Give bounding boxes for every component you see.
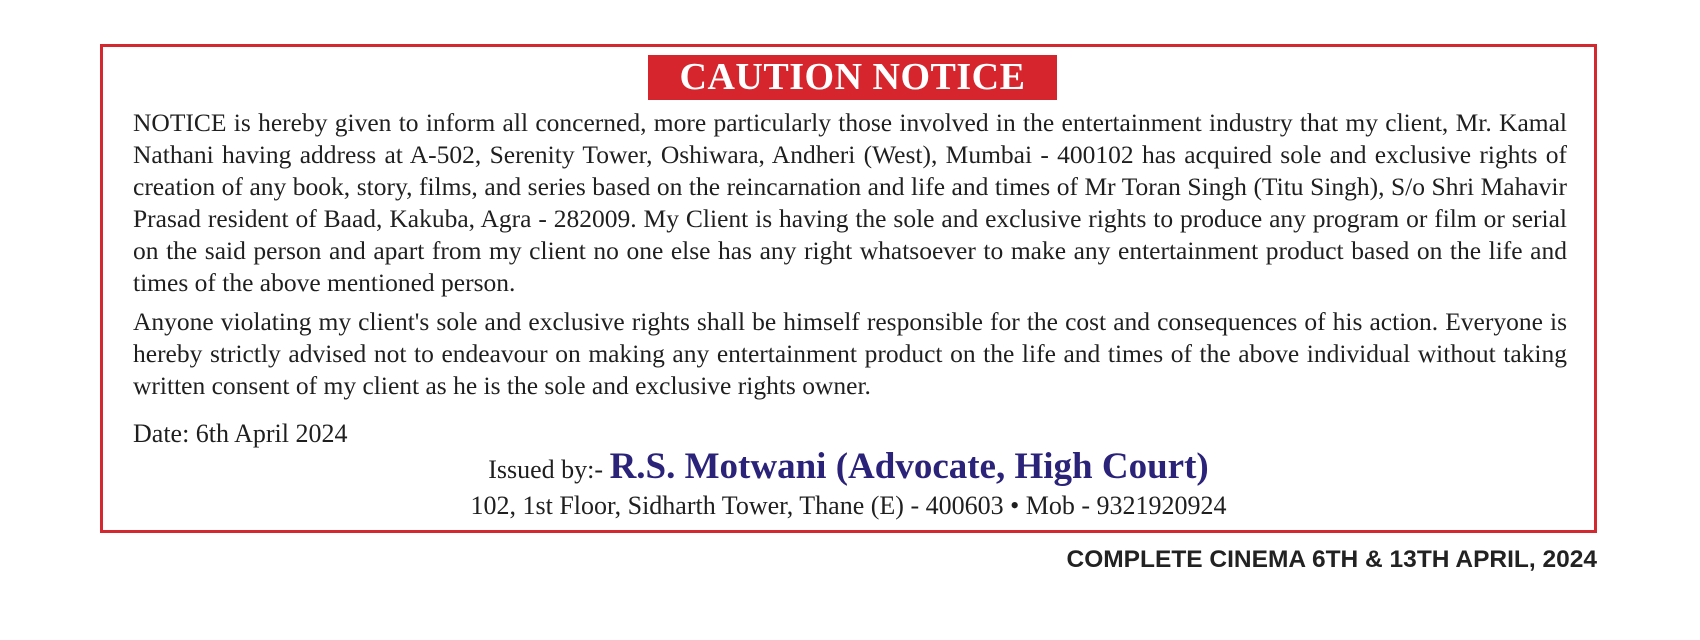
- notice-date: Date: 6th April 2024: [133, 419, 348, 448]
- publication-footer: COMPLETE CINEMA 6TH & 13TH APRIL, 2024: [1066, 546, 1597, 573]
- issuer-address: 102, 1st Floor, Sidharth Tower, Thane (E) - 400603 • Mob - 9321920924: [470, 491, 1227, 520]
- notice-title: CAUTION NOTICE: [648, 55, 1057, 100]
- issuer-line: [103, 447, 1594, 490]
- caution-notice-box: [100, 44, 1597, 533]
- notice-paragraph-1: NOTICE is hereby given to inform all concerned, more particularly those involved in the entertainment industry that my client, Mr. Kamal Nathani having address at A-502, Serenity Tower, Oshiwara, Andheri (West), Mumbai - 400102 has acquired sole and exclusive rights of creation of any book, story, films, and series based on the reincarnation and life and times of Mr Toran Singh (Titu Singh), S/o Shri Mahavir Prasad resident of Baad, Kakuba, Agra - 282009. My Client is having the sole and exclusive rights to produce any program or film or serial on the said person and apart from my client no one else has any right whatsoever to make any entertainment product based on the life and times of the above mentioned person.: [133, 108, 1567, 297]
- issued-by-label: Issued by:-: [488, 455, 604, 484]
- issuer-name: R.S. Motwani (Advocate, High Court): [609, 446, 1209, 487]
- notice-paragraph-2: Anyone violating my client's sole and exclusive rights shall be himself responsible for the cost and consequences of his action. Everyone is hereby strictly advised not to endeavour on making any entertainment product on the life and times of the above individual without taking written consent of my client as he is the sole and exclusive rights owner.: [133, 307, 1567, 400]
- notice-content: [133, 107, 1567, 450]
